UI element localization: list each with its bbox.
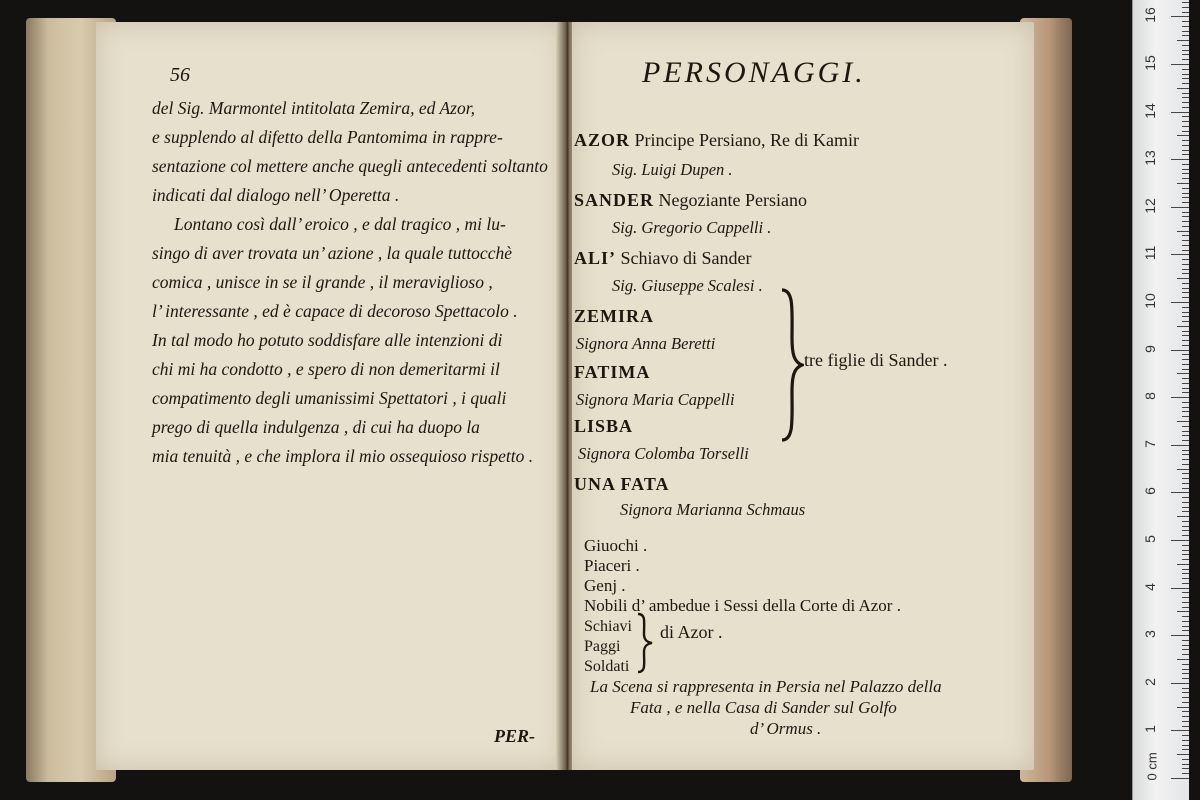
ruler-tick bbox=[1182, 583, 1189, 584]
ruler-tick bbox=[1182, 711, 1189, 712]
ruler-tick bbox=[1182, 388, 1189, 389]
ruler-tick bbox=[1182, 450, 1189, 451]
role-description: Principe Persiano, Re di Kamir bbox=[634, 130, 859, 150]
actor-name: Signora Anna Beretti bbox=[576, 334, 716, 353]
left-page bbox=[96, 22, 564, 770]
ruler-tick bbox=[1182, 768, 1189, 769]
ruler-tick bbox=[1171, 112, 1189, 113]
ruler-tick bbox=[1182, 649, 1189, 650]
actor-name: Sig. Luigi Dupen . bbox=[612, 160, 733, 179]
ruler-tick bbox=[1182, 345, 1189, 346]
ruler-unit-label: 0 cm bbox=[1144, 752, 1160, 781]
ruler-label: 8 bbox=[1142, 392, 1158, 401]
ruler-tick bbox=[1182, 74, 1189, 75]
ruler-tick bbox=[1182, 178, 1189, 179]
ruler-tick bbox=[1171, 159, 1189, 160]
ruler-tick bbox=[1182, 2, 1189, 3]
ruler-tick bbox=[1182, 578, 1189, 579]
actor-name: Signora Marianna Schmaus bbox=[620, 500, 806, 519]
ruler-tick bbox=[1182, 140, 1189, 141]
ruler-tick bbox=[1182, 764, 1189, 765]
ruler-tick bbox=[1182, 59, 1189, 60]
ruler-tick bbox=[1182, 592, 1189, 593]
daughters-note: tre figlie di Sander . bbox=[804, 350, 948, 370]
ruler-tick bbox=[1182, 26, 1189, 27]
ruler-tick bbox=[1182, 773, 1189, 774]
ruler-tick bbox=[1177, 40, 1189, 41]
ruler-tick bbox=[1182, 416, 1189, 417]
ruler-tick bbox=[1177, 183, 1189, 184]
ruler-tick bbox=[1177, 373, 1189, 374]
ruler-tick bbox=[1182, 259, 1189, 260]
ruler-tick bbox=[1182, 716, 1189, 717]
ruler-tick bbox=[1177, 707, 1189, 708]
ruler-tick bbox=[1171, 492, 1189, 493]
ruler-tick bbox=[1182, 264, 1189, 265]
page-title: PERSONAGGI. bbox=[642, 56, 866, 89]
ruler-tick bbox=[1182, 164, 1189, 165]
ruler-tick bbox=[1182, 312, 1189, 313]
ruler-tick bbox=[1182, 97, 1189, 98]
ruler-tick bbox=[1182, 735, 1189, 736]
ruler-tick bbox=[1182, 288, 1189, 289]
ruler-tick bbox=[1182, 440, 1189, 441]
groups-note: di Azor . bbox=[660, 622, 723, 642]
ruler-tick bbox=[1182, 235, 1189, 236]
ruler-tick bbox=[1171, 635, 1189, 636]
ruler-label: 16 bbox=[1142, 7, 1158, 24]
ruler-label: 9 bbox=[1142, 344, 1158, 353]
ruler-tick bbox=[1182, 169, 1189, 170]
ruler-label: 4 bbox=[1142, 582, 1158, 591]
ruler-tick bbox=[1182, 535, 1189, 536]
scene-description bbox=[590, 676, 1010, 739]
ruler-tick bbox=[1182, 464, 1189, 465]
ruler-tick bbox=[1177, 278, 1189, 279]
ruler-tick bbox=[1182, 607, 1189, 608]
text-line: e supplendo al difetto della Pantomima in rappre- bbox=[152, 127, 503, 147]
group-role: Schiavi bbox=[584, 618, 632, 635]
ruler-tick bbox=[1182, 69, 1189, 70]
ruler-tick bbox=[1182, 597, 1189, 598]
ruler-tick bbox=[1171, 16, 1189, 17]
ruler-tick bbox=[1182, 216, 1189, 217]
ruler-tick bbox=[1182, 378, 1189, 379]
ruler-tick bbox=[1182, 131, 1189, 132]
ruler-tick bbox=[1182, 669, 1189, 670]
ruler-tick bbox=[1171, 540, 1189, 541]
ruler-tick bbox=[1182, 331, 1189, 332]
ruler-tick bbox=[1182, 664, 1189, 665]
ruler-tick bbox=[1182, 221, 1189, 222]
ruler-tick bbox=[1182, 21, 1189, 22]
ruler-tick bbox=[1182, 245, 1189, 246]
ruler-tick bbox=[1182, 745, 1189, 746]
extra-role: Piaceri . bbox=[584, 556, 640, 575]
text-line: In tal modo ho potuto soddisfare alle intenzioni di bbox=[152, 330, 503, 350]
ruler-tick bbox=[1182, 212, 1189, 213]
actor-name: Sig. Gregorio Cappelli . bbox=[612, 218, 772, 237]
ruler-label: 5 bbox=[1142, 535, 1158, 543]
ruler-label: 1 bbox=[1142, 725, 1158, 734]
actor-name: Signora Maria Cappelli bbox=[576, 390, 735, 409]
actor-name: Signora Colomba Torselli bbox=[578, 444, 749, 463]
ruler-tick bbox=[1182, 126, 1189, 127]
ruler-tick bbox=[1182, 188, 1189, 189]
ruler-tick bbox=[1171, 778, 1189, 779]
ruler-tick bbox=[1182, 569, 1189, 570]
ruler-tick bbox=[1182, 759, 1189, 760]
text-line: prego di quella indulgenza , di cui ha duopo la bbox=[152, 417, 480, 437]
ruler-tick bbox=[1182, 702, 1189, 703]
ruler-tick bbox=[1177, 135, 1189, 136]
ruler-tick bbox=[1177, 326, 1189, 327]
ruler-tick bbox=[1171, 445, 1189, 446]
role-name: ZEMIRA bbox=[574, 306, 655, 326]
ruler-tick bbox=[1182, 511, 1189, 512]
cast-entry-azor bbox=[574, 130, 859, 151]
ruler-tick bbox=[1171, 207, 1189, 208]
ruler-tick bbox=[1182, 226, 1189, 227]
ruler-tick bbox=[1171, 588, 1189, 589]
ruler-tick bbox=[1182, 150, 1189, 151]
ruler-tick bbox=[1182, 35, 1189, 36]
ruler-tick bbox=[1177, 516, 1189, 517]
ruler-tick bbox=[1182, 354, 1189, 355]
ruler-tick bbox=[1182, 193, 1189, 194]
ruler-tick bbox=[1182, 173, 1189, 174]
ruler-tick bbox=[1182, 692, 1189, 693]
role-name: UNA FATA bbox=[574, 474, 670, 494]
text-line: del Sig. Marmontel intitolata Zemira, ed Azor, bbox=[152, 98, 475, 118]
catchword: PER- bbox=[494, 726, 536, 746]
ruler-tick bbox=[1182, 545, 1189, 546]
ruler-tick bbox=[1182, 507, 1189, 508]
role-name: ALI’ bbox=[574, 248, 617, 268]
ruler-tick bbox=[1182, 107, 1189, 108]
ruler-tick bbox=[1182, 392, 1189, 393]
ruler-tick bbox=[1177, 421, 1189, 422]
ruler-label: 11 bbox=[1142, 246, 1158, 261]
ruler-tick bbox=[1182, 197, 1189, 198]
ruler-tick bbox=[1182, 83, 1189, 84]
ruler-tick bbox=[1182, 721, 1189, 722]
scene-line: La Scena si rappresenta in Persia nel Palazzo della bbox=[590, 677, 942, 696]
ruler-tick bbox=[1182, 12, 1189, 13]
ruler-tick bbox=[1182, 54, 1189, 55]
role-description: Negoziante Persiano bbox=[658, 190, 807, 210]
extra-role: Genj . bbox=[584, 576, 626, 595]
ruler-tick bbox=[1182, 550, 1189, 551]
ruler-tick bbox=[1182, 269, 1189, 270]
ruler-label: 12 bbox=[1142, 198, 1158, 214]
role-description: Schiavo di Sander bbox=[620, 248, 752, 268]
ruler-tick bbox=[1171, 302, 1189, 303]
ruler-tick bbox=[1182, 697, 1189, 698]
small-brace-icon bbox=[636, 612, 654, 674]
nobles-line: Nobili d’ ambedue i Sessi della Corte di Azor . bbox=[584, 596, 901, 615]
ruler-tick bbox=[1171, 683, 1189, 684]
ruler-tick bbox=[1182, 626, 1189, 627]
actor-name: Sig. Giuseppe Scalesi . bbox=[612, 276, 763, 295]
ruler-label: 14 bbox=[1142, 102, 1158, 119]
ruler-tick bbox=[1182, 645, 1189, 646]
ruler-tick bbox=[1182, 616, 1189, 617]
ruler-tick bbox=[1182, 297, 1189, 298]
ruler-tick bbox=[1182, 102, 1189, 103]
ruler-tick bbox=[1182, 335, 1189, 336]
ruler-tick bbox=[1182, 497, 1189, 498]
left-page-body bbox=[152, 94, 562, 471]
ruler-tick bbox=[1182, 502, 1189, 503]
ruler-tick bbox=[1182, 383, 1189, 384]
ruler-tick bbox=[1182, 602, 1189, 603]
group-role: Paggi bbox=[584, 638, 621, 655]
ruler-tick bbox=[1182, 369, 1189, 370]
ruler-tick bbox=[1177, 754, 1189, 755]
ruler-tick bbox=[1182, 116, 1189, 117]
ruler-tick bbox=[1182, 50, 1189, 51]
page-number: 56 bbox=[170, 64, 190, 86]
ruler-tick bbox=[1182, 749, 1189, 750]
ruler-tick bbox=[1182, 521, 1189, 522]
ruler-tick bbox=[1182, 688, 1189, 689]
ruler-tick bbox=[1182, 621, 1189, 622]
ruler-tick bbox=[1182, 483, 1189, 484]
ruler-tick bbox=[1182, 559, 1189, 560]
ruler-tick bbox=[1182, 654, 1189, 655]
ruler-tick bbox=[1182, 673, 1189, 674]
ruler-tick bbox=[1182, 273, 1189, 274]
ruler-tick bbox=[1182, 283, 1189, 284]
ruler-tick bbox=[1177, 564, 1189, 565]
ruler-tick bbox=[1182, 530, 1189, 531]
ruler-tick bbox=[1182, 78, 1189, 79]
ruler-tick bbox=[1182, 431, 1189, 432]
ruler-label: 10 bbox=[1142, 293, 1158, 309]
ruler-tick bbox=[1177, 469, 1189, 470]
ruler-tick bbox=[1182, 640, 1189, 641]
scene-line: d’ Ormus . bbox=[750, 719, 822, 738]
ruler-tick bbox=[1182, 93, 1189, 94]
ruler-tick bbox=[1182, 316, 1189, 317]
curly-brace-icon bbox=[778, 288, 804, 442]
ruler-tick bbox=[1182, 473, 1189, 474]
ruler-tick bbox=[1182, 364, 1189, 365]
text-line: indicati dal dialogo nell’ Operetta . bbox=[152, 185, 400, 205]
ruler-label: 15 bbox=[1142, 55, 1158, 71]
ruler-tick bbox=[1182, 488, 1189, 489]
ruler-tick bbox=[1177, 231, 1189, 232]
ruler-tick bbox=[1182, 307, 1189, 308]
ruler-tick bbox=[1182, 454, 1189, 455]
text-line: sentazione col mettere anche quegli antecedenti soltanto bbox=[152, 156, 548, 176]
ruler-tick bbox=[1182, 554, 1189, 555]
role-name: SANDER bbox=[574, 190, 655, 210]
ruler-tick bbox=[1182, 359, 1189, 360]
measurement-ruler bbox=[1132, 0, 1189, 800]
ruler-tick bbox=[1171, 350, 1189, 351]
ruler-tick bbox=[1182, 526, 1189, 527]
ruler-label: 3 bbox=[1142, 630, 1158, 639]
ruler-tick bbox=[1182, 407, 1189, 408]
ruler-tick bbox=[1171, 64, 1189, 65]
ruler-tick bbox=[1182, 202, 1189, 203]
ruler-label: 6 bbox=[1142, 487, 1158, 496]
ruler-tick bbox=[1182, 240, 1189, 241]
text-line: mia tenuità , e che implora il mio ossequioso rispetto . bbox=[152, 446, 534, 466]
role-name: FATIMA bbox=[574, 362, 651, 382]
text-line: compatimento degli umanissimi Spettatori , i quali bbox=[152, 388, 507, 408]
text-line: singo di aver trovata un’ azione , la quale tuttocchè bbox=[152, 243, 512, 263]
ruler-tick bbox=[1182, 292, 1189, 293]
ruler-tick bbox=[1182, 435, 1189, 436]
text-line: comica , unisce in se il grande , il meraviglioso , bbox=[152, 272, 493, 292]
ruler-tick bbox=[1182, 154, 1189, 155]
ruler-tick bbox=[1182, 340, 1189, 341]
scene-line: Fata , e nella Casa di Sander sul Golfo bbox=[630, 698, 897, 717]
ruler-label: 2 bbox=[1142, 677, 1158, 686]
ruler-tick bbox=[1182, 740, 1189, 741]
ruler-tick bbox=[1182, 7, 1189, 8]
ruler-label: 7 bbox=[1142, 439, 1158, 448]
ruler-tick bbox=[1171, 730, 1189, 731]
ruler-tick bbox=[1177, 88, 1189, 89]
ruler-tick bbox=[1177, 611, 1189, 612]
ruler-tick bbox=[1177, 659, 1189, 660]
ruler-tick bbox=[1171, 397, 1189, 398]
ruler-tick bbox=[1182, 726, 1189, 727]
ruler-tick bbox=[1182, 321, 1189, 322]
ruler-label: 13 bbox=[1142, 150, 1158, 166]
text-line: Lontano così dall’ eroico , e dal tragico , mi lu- bbox=[174, 214, 506, 234]
extra-role: Giuochi . bbox=[584, 536, 648, 555]
group-role: Soldati bbox=[584, 658, 630, 675]
ruler-tick bbox=[1182, 402, 1189, 403]
ruler-tick bbox=[1182, 426, 1189, 427]
ruler-tick bbox=[1171, 254, 1189, 255]
ruler-tick bbox=[1182, 31, 1189, 32]
ruler-tick bbox=[1182, 678, 1189, 679]
ruler-tick bbox=[1182, 630, 1189, 631]
role-name: AZOR bbox=[574, 130, 631, 150]
ruler-tick bbox=[1182, 573, 1189, 574]
ruler-tick bbox=[1182, 145, 1189, 146]
ruler-tick bbox=[1182, 411, 1189, 412]
ruler-tick bbox=[1182, 45, 1189, 46]
text-line: chi mi ha condotto , e spero di non demeritarmi il bbox=[152, 359, 500, 379]
ruler-tick bbox=[1182, 121, 1189, 122]
cast-entry-sander bbox=[574, 190, 807, 211]
ruler-tick bbox=[1182, 459, 1189, 460]
cast-entry-ali bbox=[574, 248, 752, 269]
ruler-tick bbox=[1182, 478, 1189, 479]
text-line: l’ interessante , ed è capace di decoroso Spettacolo . bbox=[152, 301, 518, 321]
role-name: LISBA bbox=[574, 416, 634, 436]
right-page bbox=[572, 22, 1034, 770]
ruler-tick bbox=[1182, 250, 1189, 251]
